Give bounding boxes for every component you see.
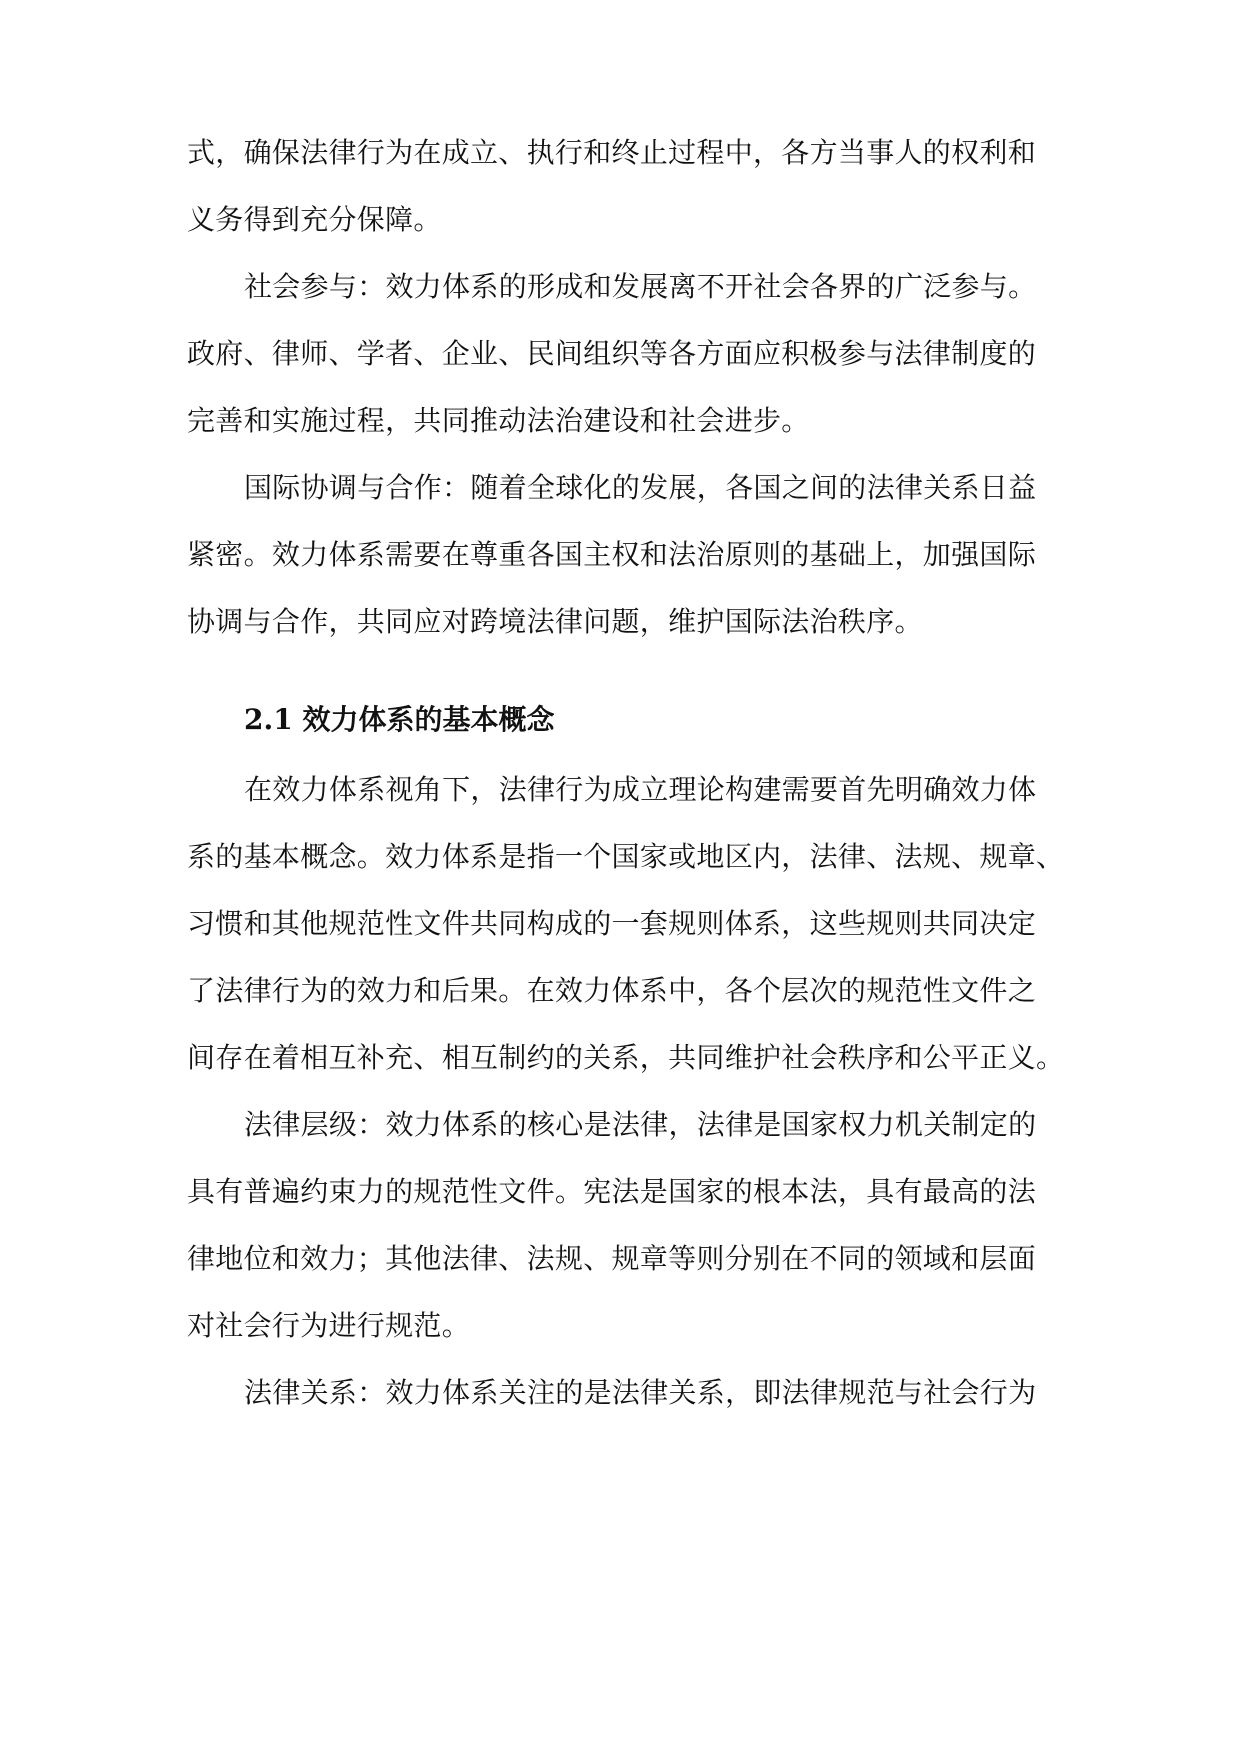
paragraph-line: 法律层级：效力体系的核心是法律，法律是国家权力机关制定的 (244, 1108, 1037, 1141)
paragraph-line: 社会参与：效力体系的形成和发展离不开社会各界的广泛参与。 (244, 270, 1037, 303)
paragraph-line: 律地位和效力；其他法律、法规、规章等则分别在不同的领域和层面 (187, 1242, 1037, 1275)
section-heading: 2.1 效力体系的基本概念 (244, 703, 555, 736)
paragraph-line: 了法律行为的效力和后果。在效力体系中，各个层次的规范性文件之 (187, 974, 1037, 1007)
paragraph-line: 义务得到充分保障。 (187, 203, 442, 236)
paragraph-line: 政府、律师、学者、企业、民间组织等各方面应积极参与法律制度的 (187, 337, 1037, 370)
paragraph-line: 对社会行为进行规范。 (187, 1309, 471, 1342)
paragraph-line: 具有普遍约束力的规范性文件。宪法是国家的根本法，具有最高的法 (187, 1175, 1037, 1208)
paragraph-line: 协调与合作，共同应对跨境法律问题，维护国际法治秩序。 (187, 605, 923, 638)
paragraph-line: 法律关系：效力体系关注的是法律关系，即法律规范与社会行为 (244, 1376, 1037, 1409)
paragraph-line: 在效力体系视角下，法律行为成立理论构建需要首先明确效力体 (244, 773, 1037, 806)
paragraph-line: 间存在着相互补充、相互制约的关系，共同维护社会秩序和公平正义。 (187, 1041, 1065, 1074)
paragraph-line: 系的基本概念。效力体系是指一个国家或地区内，法律、法规、规章、 (187, 840, 1065, 873)
paragraph-line: 紧密。效力体系需要在尊重各国主权和法治原则的基础上，加强国际 (187, 538, 1037, 571)
paragraph-line: 习惯和其他规范性文件共同构成的一套规则体系，这些规则共同决定 (187, 907, 1037, 940)
paragraph-line: 完善和实施过程，共同推动法治建设和社会进步。 (187, 404, 810, 437)
paragraph-line: 国际协调与合作：随着全球化的发展，各国之间的法律关系日益 (244, 471, 1037, 504)
paragraph-line: 式，确保法律行为在成立、执行和终止过程中，各方当事人的权利和 (187, 136, 1037, 169)
